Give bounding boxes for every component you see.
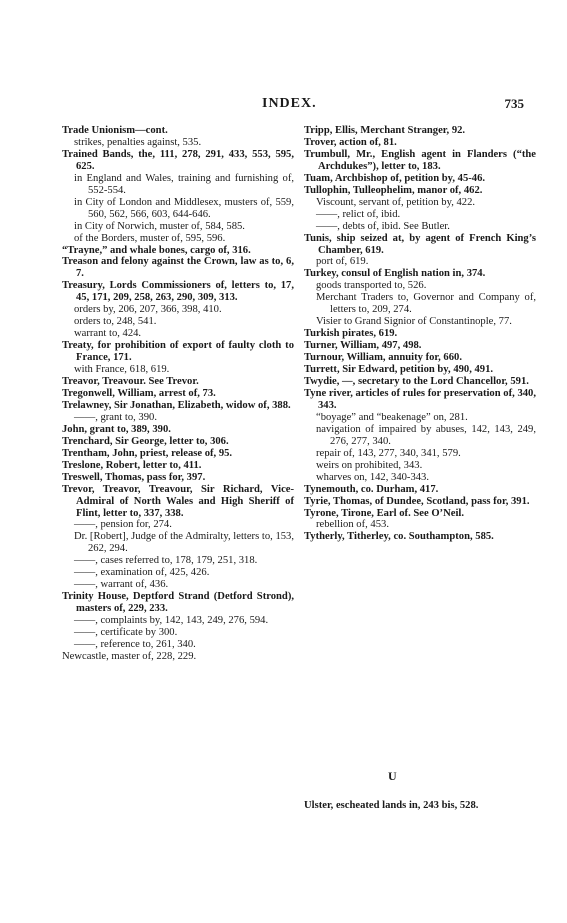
index-entry: Trentham, John, priest, release of, 95. <box>62 447 233 459</box>
index-entry: Tregonwell, William, arrest of, 73. <box>62 387 216 399</box>
index-entry: in City of Norwich, muster of, 584, 585. <box>74 220 245 232</box>
index-entry: Ulster, escheated lands in, 243 bis, 528. <box>304 800 479 811</box>
index-entry: ——, examination of, 425, 426. <box>74 567 210 579</box>
index-entry: repair of, 143, 277, 340, 341, 579. <box>316 447 461 459</box>
index-entry: Trenchard, Sir George, letter to, 306. <box>62 435 229 447</box>
index-entry: of the Borders, muster of, 595, 596. <box>74 232 226 244</box>
index-entry: Trumbull, Mr., English agent in Flanders (“the Archdukes”), letter to, 183. <box>304 148 536 172</box>
index-entry: strikes, penalties against, 535. <box>74 136 202 148</box>
index-entry: Treason and felony against the Crown, law as to, 6, 7. <box>62 256 294 280</box>
index-column-right <box>304 125 536 543</box>
index-entry: weirs on prohibited, 343. <box>316 459 423 471</box>
index-entry: in England and Wales, training and furnishing of, 552-554. <box>74 172 294 196</box>
page-number: 735 <box>504 96 524 111</box>
index-entry: Tyrone, Tirone, Earl of. See O’Neil. <box>304 507 464 519</box>
index-entry: ——, certificate by 300. <box>74 627 178 639</box>
index-entry: navigation of impaired by abuses, 142, 143, 249, 276, 277, 340. <box>316 423 536 447</box>
index-entry: Visier to Grand Signior of Constantinople, 77. <box>316 316 512 328</box>
index-entry: ——, warrant of, 436. <box>74 579 169 591</box>
index-entry: Treaty, for prohibition of export of faulty cloth to France, 171. <box>62 340 294 364</box>
index-entry: Newcastle, master of, 228, 229. <box>62 650 197 662</box>
index-entry: Trevor, Treavor, Treavour, Sir Richard, Vice-Admiral of North Wales and High Sheriff of Flint, letter to, 337, 338. <box>62 483 294 519</box>
index-entry: “Trayne,” and whale bones, cargo of, 316. <box>62 244 251 256</box>
index-entry: Viscount, servant of, petition by, 422. <box>316 196 476 208</box>
index-entry: with France, 618, 619. <box>74 364 170 376</box>
index-column-left <box>62 125 294 663</box>
index-entry: ——, reference to, 261, 340. <box>74 638 196 650</box>
index-entry: Merchant Traders to, Governor and Company of, letters to, 209, 274. <box>316 292 536 316</box>
index-entry: Trinity House, Deptford Strand (Detford Strond), masters of, 229, 233. <box>62 591 294 615</box>
index-entry: Treslone, Robert, letter to, 411. <box>62 459 202 471</box>
index-entry: wharves on, 142, 340-343. <box>316 471 429 483</box>
index-entry: ——, relict of, ibid. <box>316 208 401 220</box>
index-entry: goods transported to, 526. <box>316 280 427 292</box>
index-entry: Treswell, Thomas, pass for, 397. <box>62 471 206 483</box>
index-entry: rebellion of, 453. <box>316 519 389 531</box>
index-entry: Twydie, —, secretary to the Lord Chancellor, 591. <box>304 376 529 388</box>
index-entry: ——, grant to, 390. <box>74 411 157 423</box>
index-entry: John, grant to, 389, 390. <box>62 423 171 435</box>
page-title: INDEX. <box>262 96 317 111</box>
index-section-entries <box>304 800 536 812</box>
index-entry: orders by, 206, 207, 366, 398, 410. <box>74 304 222 316</box>
index-entry: Turrett, Sir Edward, petition by, 490, 491. <box>304 364 494 376</box>
index-entry: ——, complaints by, 142, 143, 249, 276, 594. <box>74 615 269 627</box>
index-entry: Tripp, Ellis, Merchant Stranger, 92. <box>304 125 466 136</box>
index-entry: ——, pension for, 274. <box>74 519 172 531</box>
index-entry: Tynemouth, co. Durham, 417. <box>304 483 439 495</box>
index-entry: Treavor, Treavour. See Trevor. <box>62 376 199 388</box>
index-entry: Trelawney, Sir Jonathan, Elizabeth, widow of, 388. <box>62 399 291 411</box>
section-letter: U <box>388 769 397 783</box>
index-entry: Trade Unionism—cont. <box>62 125 168 136</box>
index-entry: Tuam, Archbishop of, petition by, 45-46. <box>304 172 486 184</box>
index-entry: Tunis, ship seized at, by agent of French King’s Chamber, 619. <box>304 232 536 256</box>
index-entry: “boyage” and “beakenage” on, 281. <box>316 411 468 423</box>
index-entry: warrant to, 424. <box>74 328 142 340</box>
index-entry: Turnour, William, annuity for, 660. <box>304 352 462 364</box>
index-entry: Tytherly, Titherley, co. Southampton, 585. <box>304 531 494 543</box>
page-header <box>0 96 567 116</box>
index-entry: Trover, action of, 81. <box>304 136 397 148</box>
index-entry: ——, cases referred to, 178, 179, 251, 318. <box>74 555 258 567</box>
index-entry: Dr. [Robert], Judge of the Admiralty, letters to, 153, 262, 294. <box>74 531 294 555</box>
index-entry: ——, debts of, ibid. See Butler. <box>316 220 450 232</box>
index-entry: in City of London and Middlesex, musters of, 559, 560, 562, 566, 603, 644-646. <box>74 196 294 220</box>
index-entry: Treasury, Lords Commissioners of, letters to, 17, 45, 171, 209, 258, 263, 290, 309, 313. <box>62 280 294 304</box>
index-entry: Turkish pirates, 619. <box>304 328 398 340</box>
index-entry: port of, 619. <box>316 256 369 268</box>
index-entry: Tullophin, Tulleophelim, manor of, 462. <box>304 184 483 196</box>
index-entry: Trained Bands, the, 111, 278, 291, 433, 553, 595, 625. <box>62 148 294 172</box>
index-entry: Turkey, consul of English nation in, 374. <box>304 268 486 280</box>
index-entry: Tyrie, Thomas, of Dundee, Scotland, pass for, 391. <box>304 495 530 507</box>
index-entry: orders to, 248, 541. <box>74 316 157 328</box>
index-entry: Tyne river, articles of rules for preservation of, 340, 343. <box>304 387 536 411</box>
index-entry: Turner, William, 497, 498. <box>304 340 422 352</box>
